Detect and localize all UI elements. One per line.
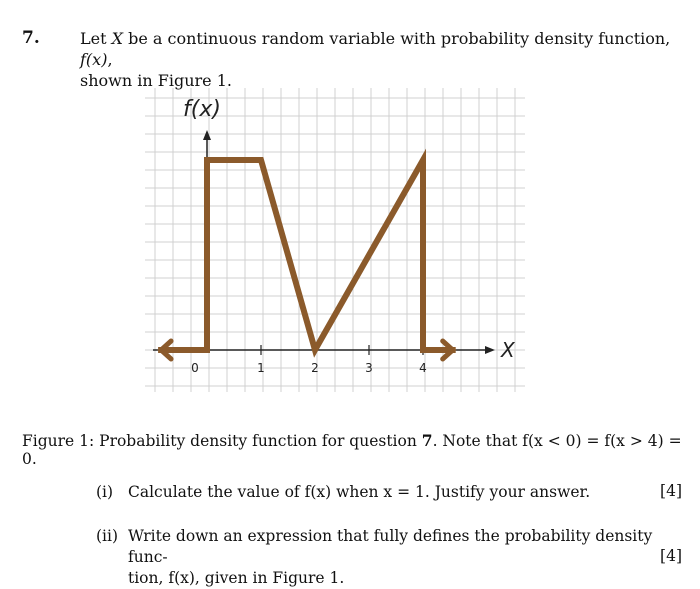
pdf-chart: [145, 82, 535, 392]
caption-question-ref: 7: [421, 431, 433, 450]
x-tick-label: 0: [191, 361, 199, 375]
caption-suffix: . Note that f(x < 0) = f(x > 4) = 0.: [22, 432, 682, 468]
part-i-text: Calculate the value of f(x) when x = 1. Justify your answer.: [128, 483, 591, 501]
pdf-figure: [145, 82, 535, 392]
y-axis-label: f(x): [183, 97, 221, 122]
y-axis-arrow-icon: [203, 130, 211, 140]
x-tick-label: 4: [419, 361, 427, 375]
part-i-label: (i): [96, 483, 114, 501]
question-number: 7.: [22, 28, 40, 48]
pdf-symbol: f(x): [80, 50, 108, 69]
question-text-prefix: Let: [80, 29, 112, 48]
x-tick-label: 3: [365, 361, 373, 375]
part-i-marks: [4]: [660, 482, 682, 500]
part-ii-text-line1: Write down an expression that fully defines the probability density func-: [128, 527, 653, 566]
x-tick-label: 2: [311, 361, 319, 375]
caption-prefix: Figure 1: Probability density function for question: [22, 432, 422, 450]
part-ii-label: (ii): [96, 527, 119, 545]
question-text-suffix: ,: [107, 50, 113, 69]
part-ii-text-line2: tion, f(x), given in Figure 1.: [128, 569, 345, 587]
x-axis-arrow-icon: [485, 346, 495, 354]
figure-caption: [22, 431, 682, 468]
random-variable-symbol: X: [111, 29, 123, 48]
part-ii-text: [128, 526, 656, 589]
part-ii-marks: [4]: [660, 547, 682, 565]
x-tick-label: 1: [257, 361, 265, 375]
chart-grid: [145, 88, 525, 392]
question-text-line2: shown in Figure 1.: [80, 71, 232, 90]
question-text-mid: be a continuous random variable with probability density function,: [123, 29, 671, 48]
x-axis-label: X: [501, 338, 515, 362]
